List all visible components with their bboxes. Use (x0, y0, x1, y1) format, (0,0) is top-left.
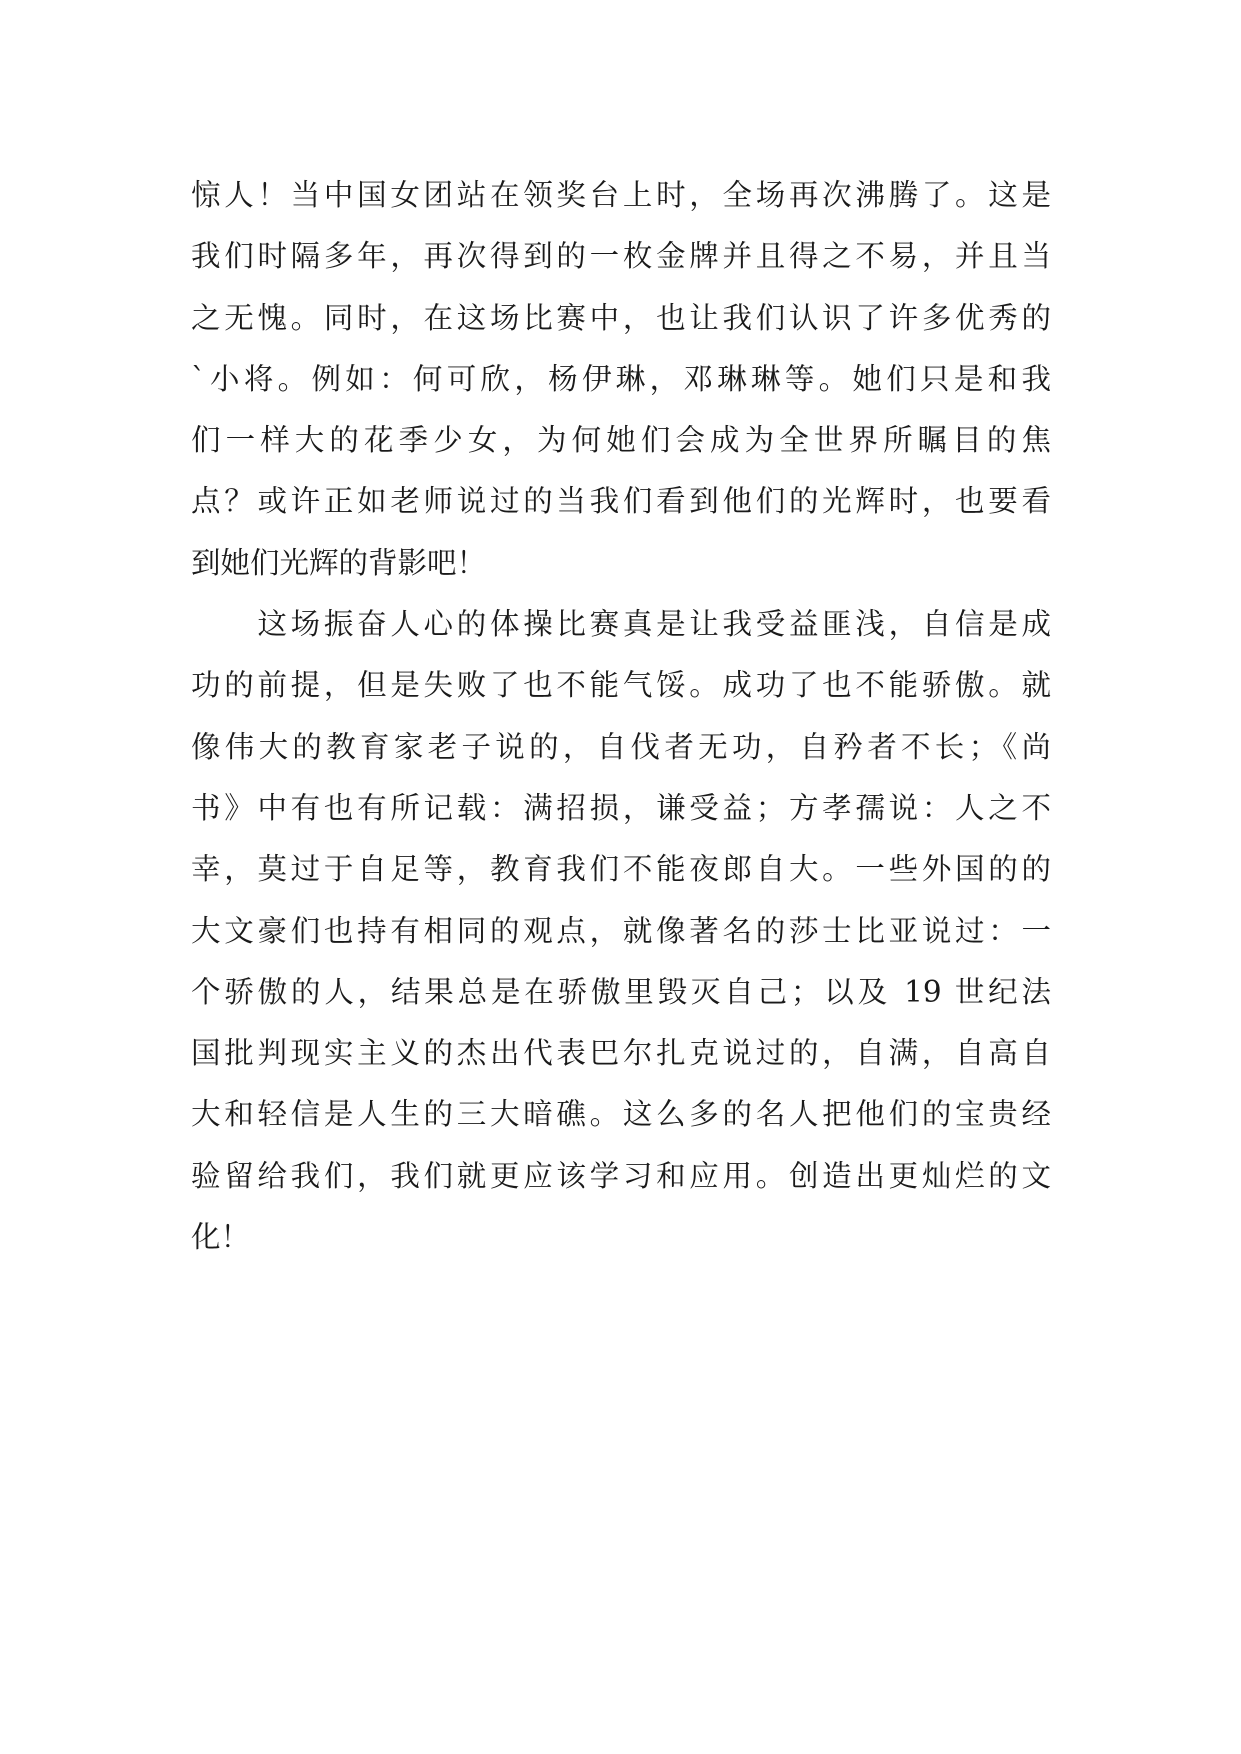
text-line: 之无愧。同时，在这场比赛中，也让我们认识了许多优秀的 (191, 300, 1051, 335)
paragraph-end-line: 到她们光辉的背影吧！ (191, 545, 487, 580)
text-line: 们一样大的花季少女，为何她们会成为全世界所瞩目的焦 (191, 423, 1051, 458)
body-text (191, 165, 1051, 1268)
text-line: 惊人！当中国女团站在领奖台上时，全场再次沸腾了。这是 (191, 178, 1051, 212)
text-line: 国批判现实主义的杰出代表巴尔扎克说过的，自满，自高自 (191, 1036, 1051, 1071)
text-line: 个骄傲的人，结果总是在骄傲里毁灭自己；以及 19 世纪法 (191, 974, 1051, 1009)
text-line: 像伟大的教育家老子说的，自伐者无功，自矜者不长；《尚 (191, 729, 1051, 764)
text-line: 验留给我们，我们就更应该学习和应用。创造出更灿烂的文 (191, 1158, 1051, 1193)
text-line: 大和轻信是人生的三大暗礁。这么多的名人把他们的宝贵经 (191, 1097, 1051, 1132)
text-line: 我们时隔多年，再次得到的一枚金牌并且得之不易，并且当 (191, 239, 1051, 274)
text-line: 功的前提，但是失败了也不能气馁。成功了也不能骄傲。就 (191, 668, 1051, 703)
paragraph-end-line: 化！ (191, 1220, 251, 1255)
text-line: 点？或许正如老师说过的当我们看到他们的光辉时，也要看 (191, 484, 1051, 519)
paragraph-start-line: 这场振奋人心的体操比赛真是让我受益匪浅，自信是成 (191, 607, 1051, 642)
text-line: 幸，莫过于自足等，教育我们不能夜郎自大。一些外国的的 (191, 852, 1051, 887)
text-line: 书》中有也有所记载：满招损，谦受益；方孝孺说：人之不 (191, 790, 1051, 825)
text-line: 大文豪们也持有相同的观点，就像著名的莎士比亚说过：一 (191, 913, 1051, 948)
text-line: `小将。例如：何可欣，杨伊琳，邓琳琳等。她们只是和我 (191, 361, 1051, 396)
